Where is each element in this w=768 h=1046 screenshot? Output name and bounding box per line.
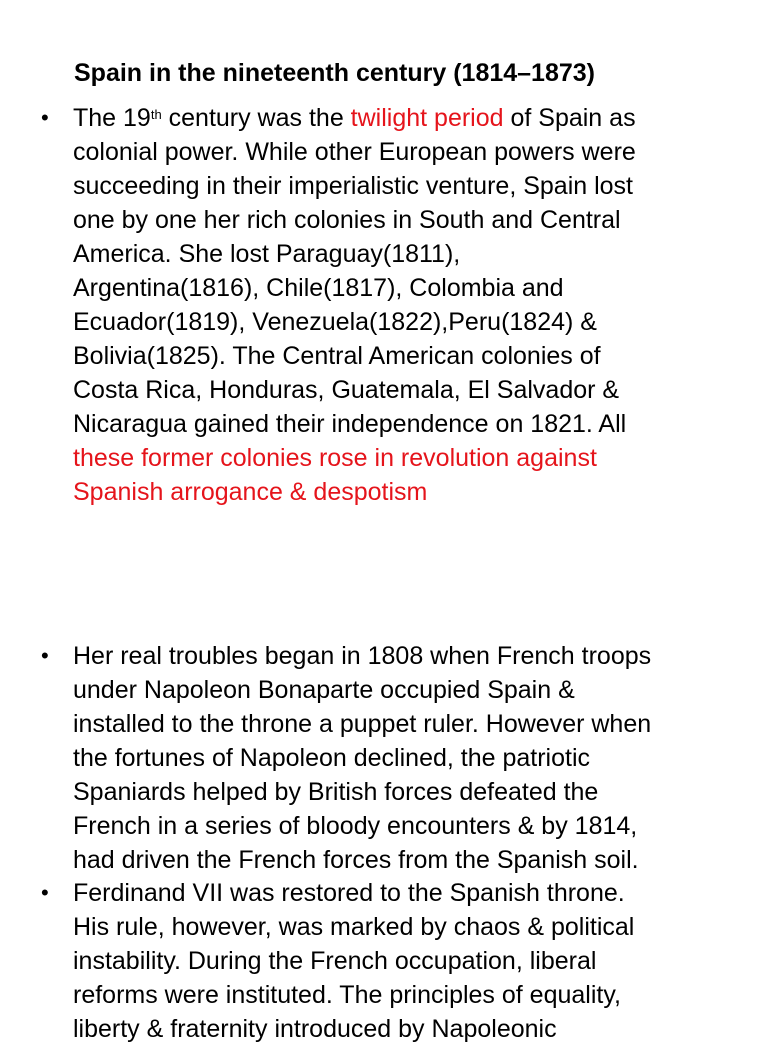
bullet-line: Ferdinand VII was restored to the Spanish throne. [73, 879, 625, 907]
bullet-line: Her real troubles began in 1808 when French troops [73, 642, 652, 670]
highlighted-line: Spanish arrogance & despotism [73, 478, 428, 506]
bullet-item [41, 876, 753, 1046]
bullet-line: French in a series of bloody encounters & by 1814, [73, 812, 638, 840]
bullet-line: one by one her rich colonies in South and Central [73, 206, 621, 234]
bullet-line: liberty & fraternity introduced by Napoleonic [73, 1015, 557, 1043]
bullet-line: under Napoleon Bonaparte occupied Spain & [73, 676, 575, 704]
highlighted-text: twilight period [350, 104, 504, 132]
superscript: th [150, 107, 162, 122]
highlighted-line: these former colonies rose in revolution against [73, 444, 597, 472]
bullet-line: reforms were instituted. The principles of equality, [73, 981, 621, 1009]
bullet-marker: • [41, 880, 49, 905]
bullet-line: succeeding in their imperialistic venture, Spain lost [73, 172, 633, 200]
bullet-line: instability. During the French occupation, liberal [73, 947, 597, 975]
bullet-line: Ecuador(1819), Venezuela(1822),Peru(1824) & [73, 308, 597, 336]
bullet-marker: • [41, 643, 49, 668]
text-run: century was the [161, 104, 351, 132]
bullet-line: had driven the French forces from the Spanish soil. [73, 846, 639, 874]
bullet-item [41, 101, 753, 509]
bullet-line: Bolivia(1825). The Central American colonies of [73, 342, 601, 370]
bullet-line: Argentina(1816), Chile(1817), Colombia and [73, 274, 564, 302]
bullet-item [41, 639, 753, 877]
bullet-line: America. She lost Paraguay(1811), [73, 240, 461, 268]
bullet-line: Spaniards helped by British forces defeated the [73, 778, 599, 806]
bullet-line: His rule, however, was marked by chaos & political [73, 913, 635, 941]
text-run: of Spain as [503, 104, 636, 132]
page-title: Spain in the nineteenth century (1814–1873) [74, 59, 595, 87]
bullet-marker: • [41, 105, 49, 130]
bullet-line: the fortunes of Napoleon declined, the patriotic [73, 744, 591, 772]
bullet-line: Nicaragua gained their independence on 1821. All [73, 410, 627, 438]
bullet-line: Costa Rica, Honduras, Guatemala, El Salvador & [73, 376, 620, 404]
bullet-line [73, 101, 753, 135]
bullet-line: colonial power. While other European powers were [73, 138, 636, 166]
text-run: The 19 [73, 104, 151, 132]
bullet-line: installed to the throne a puppet ruler. However when [73, 710, 652, 738]
